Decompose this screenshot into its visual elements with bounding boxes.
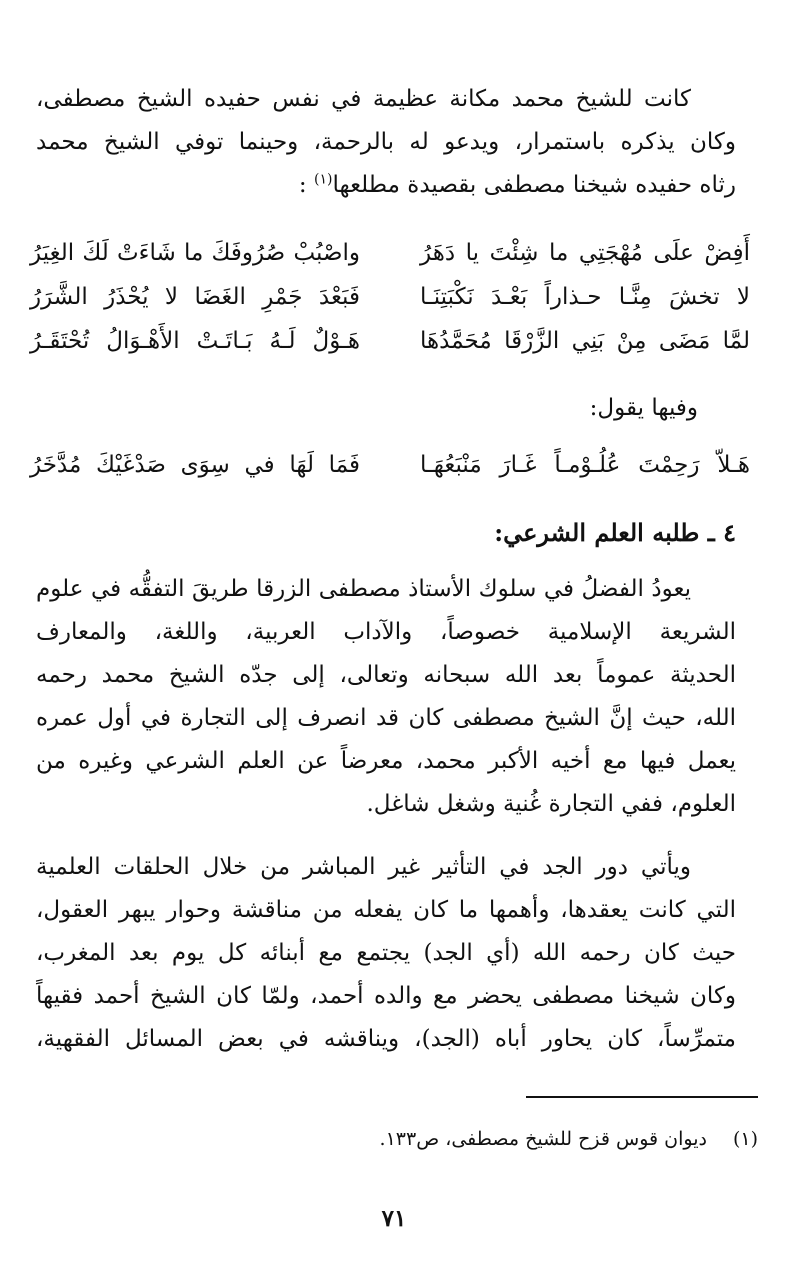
poem-verse xyxy=(30,328,750,372)
footnote-number: (١) xyxy=(732,1128,758,1150)
colon: : xyxy=(298,172,307,198)
paragraph-line: ويأتي دور الجد في التأثير غير المباشر من خلال الحلقات العلمية xyxy=(36,854,691,880)
verse-first-hemistich: أَفِضْ علَى مُهْجَتِي ما شِئْتَ يا دَهَرُ xyxy=(420,240,750,266)
paragraph-line: يعودُ الفضلُ في سلوك الأستاذ مصطفى الزرقا طريقَ التفقُّه في علوم xyxy=(36,576,691,602)
footnote-separator xyxy=(526,1096,758,1098)
verse-first-hemistich: لا تخشَ مِنَّـا حـذاراً بَعْـدَ نَكْبَتِنَـا xyxy=(420,284,750,310)
intro-paragraph xyxy=(36,78,736,207)
paragraph-text: رثاه حفيده شيخنا مصطفى بقصيدة مطلعها xyxy=(332,172,736,198)
paragraph-line: حيث كان رحمه الله (أي الجد) يجتمع مع أبنائه كل يوم بعد المغرب، xyxy=(36,940,736,966)
poem-intro: وفيها يقول: xyxy=(589,395,698,421)
poem-verse xyxy=(30,284,750,328)
section-heading: ٤ ـ طلبه العلم الشرعي: xyxy=(494,518,736,547)
poem-verse xyxy=(30,452,750,496)
body-paragraph xyxy=(36,846,736,1061)
verse-first-hemistich: هَـلاّ رَحِمْتَ عُلُـوْمـاً غَـارَ مَنْبَعُهَـا xyxy=(420,452,750,478)
paragraph-line xyxy=(36,164,736,207)
paragraph-line: متمرِّساً، كان يحاور أباه (الجد)، ويناقشه في بعض المسائل الفقهية، xyxy=(36,1026,736,1052)
verse-second-hemistich: واصْبُبْ صُرُوفَكَ ما شَاءَتْ لَكَ الغِيَرُ xyxy=(30,240,360,266)
verse-first-hemistich: لمَّا مَضَى مِنْ بَنِي الزَّرْقَا مُحَمَّدُهَا xyxy=(420,328,750,354)
footnote xyxy=(380,1128,758,1150)
paragraph-line: الحديثة عموماً بعد الله سبحانه وتعالى، إلى جدّه الشيخ محمد رحمه xyxy=(36,662,736,688)
footnote-text: ديوان قوس قزح للشيخ مصطفى، ص١٣٣. xyxy=(379,1128,707,1150)
poem-verse xyxy=(30,240,750,284)
paragraph-line: التي كانت يعقدها، وأهمها ما كان يفعله من مناقشة وحوار يبهر العقول، xyxy=(36,897,736,923)
verse-second-hemistich: هَـوْلٌ لَـهُ بَـاتَـتْ الأَهْـوَالُ تُحْتَقَـرُ xyxy=(30,328,360,354)
verse-second-hemistich: فَبَعْدَ جَمْرِ الغَضَا لا يُحْذَرُ الشَّرَرُ xyxy=(30,284,360,310)
page-number: ٧١ xyxy=(381,1205,407,1232)
body-paragraph xyxy=(36,568,736,826)
paragraph-line: الشريعة الإسلامية خصوصاً، والآداب العربية، واللغة، والمعارف xyxy=(36,619,736,645)
paragraph-line: يعمل فيها مع أخيه الأكبر محمد، معرضاً عن العلم الشرعي وغيره من xyxy=(36,748,736,774)
paragraph-line: العلوم، ففي التجارة غُنية وشغل شاغل. xyxy=(366,791,736,817)
paragraph-line: وكان شيخنا مصطفى يحضر مع والده أحمد، ولمّا كان الشيخ أحمد فقيهاً xyxy=(36,983,737,1009)
paragraph-line: الله، حيث إنَّ الشيخ مصطفى كان قد انصرف إلى التجارة في أول عمره xyxy=(36,705,736,731)
footnote-reference: (١) xyxy=(313,171,333,188)
verse-second-hemistich: فَمَا لَهَا في سِوَى صَدْغَيْكَ مُدَّخَرُ xyxy=(30,452,360,478)
paragraph-line: وكان يذكره باستمرار، ويدعو له بالرحمة، وحينما توفي الشيخ محمد xyxy=(36,129,736,155)
paragraph-line: كانت للشيخ محمد مكانة عظيمة في نفس حفيده الشيخ مصطفى، xyxy=(36,86,691,112)
